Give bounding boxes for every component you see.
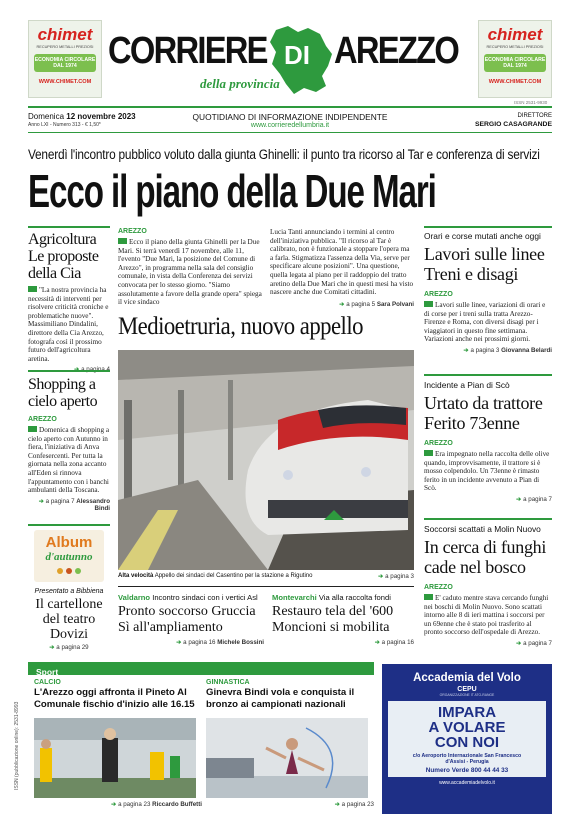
right-r1-ref: a pagina 3 — [470, 346, 500, 354]
ad-line2: A VOLARE — [428, 719, 506, 736]
center-b1[interactable]: Valdarno Incontro sindaci con i vertici Asl Pronto soccorso Gruccia Sì all'ampliamento ➔ a pagina 16 Michele Bossini — [118, 593, 264, 646]
center-ref[interactable]: ➔ a pagina 3 — [378, 573, 414, 580]
ad-left-brand: chimet — [37, 25, 93, 44]
ad-title: Accademia del Volo — [413, 672, 521, 684]
ad-right-line1: ECONOMIA CIRCOLARE — [484, 57, 546, 63]
right-r1-author: Giovanna Belardi — [501, 346, 552, 354]
sport-s2-kicker: GINNASTICA — [206, 679, 250, 686]
lead-ref-page: a pagina 5 — [346, 301, 376, 308]
left-a3[interactable]: Presentato a Bibbiena Il cartellone del teatro Dovizi ➔ a pagina 29 — [28, 588, 110, 651]
ad-right[interactable] — [478, 20, 552, 98]
ad-phone: Numero Verde 800 44 44 33 — [425, 767, 509, 774]
ad-left-line2: DAL 1974 — [53, 63, 77, 69]
lead-headline[interactable]: Ecco il piano della Due Mari — [28, 165, 436, 217]
photo-caption-text: Appello dei sindaci del Casentino per la stazione a Rigutino — [154, 573, 313, 579]
left-a2-ref: a pagina 7 — [45, 497, 75, 505]
masthead-left: CORRIERE — [108, 30, 267, 72]
date-prefix: Domenica — [28, 112, 65, 121]
right-r2-title: Urtato da trattore Ferito 73enne — [424, 393, 543, 433]
lead-col2-text: Lucia Tanti annunciando i termini al centro dell'iniziativa pubblica. "Il ricorso al Tar è calibrato, non è funzionale a stoppare l'opera ma a farla. Stigmatizza l'assenza della Via, serve per specificare alcune posizioni". Una questione, quella legata al piano per il raddoppio del tratto aretino della Due Mari che in questi mesi ha visto nascere anche due Comitati cittadini. — [270, 228, 414, 297]
right-r2-ref: a pagina 7 — [523, 495, 552, 503]
right-r1-text: Lavori sulle linee, variazioni di orari e di corse per i treni sulla tratta Arezzo-Firenze e Roma, con diversi disagi per i viaggiatori in questo fine settimana. Variazioni anche nei prossimi giorni. — [424, 301, 546, 344]
center-b1-overline: Incontro sindaci con i vertici Asl — [152, 593, 258, 602]
masthead[interactable] — [108, 24, 474, 94]
right-r3-ref: a pagina 7 — [523, 639, 552, 647]
director-name: SERGIO CASAGRANDE — [474, 121, 552, 128]
center-b2[interactable]: Montevarchi Via alla raccolta fondi Restauro tela del '600 Moncioni si mobilita ➔ a pagina 16 — [272, 593, 414, 646]
right-r3-text: E' caduto mentre stava cercando funghi nei boschi di Molin Nuovo. Sono scattati intorno alle 8 di ieri mattina i soccorsi per un 69enne che è stato poi trasferito al pronto soccorso dell'ospedale di Arezzo. — [424, 594, 549, 637]
sport-label: Sport — [36, 667, 59, 677]
center-b1-ref: a pagina 16 — [183, 639, 216, 646]
dateline-rule — [28, 132, 552, 133]
left-a2[interactable]: Shopping a cielo aperto AREZZO Domenica di shopping a cielo aperto con Autunno in fiera, l'iniziativa di Anva Confesercenti. Per tutta la giornata nella zona accanto all'Eden si rinnova l'appuntamento con i banchi ambulanti della Toscana. ➔ a pagina 7 Alessandro Bindi — [28, 376, 110, 512]
ad-right-url: WWW.CHIMET.COM — [488, 79, 542, 85]
right-r2-text: Era impegnato nella raccolta delle olive quando, improvvisamente, il trattore si è mosso colpendolo. Un 73enne è rimasto ferito in un incidente avvenuto a Pian di Scò. — [424, 450, 550, 493]
right-r3-kicker: AREZZO — [424, 584, 453, 591]
director-label: DIRETTORE — [517, 113, 552, 119]
website[interactable]: www.corrieredellumbria.it — [250, 122, 330, 129]
center-b2-overline: Via alla raccolta fondi — [318, 593, 391, 602]
date-bold: 12 novembre 2023 — [66, 112, 136, 121]
left-a3-kicker: Presentato a Bibbiena — [34, 588, 104, 595]
ad-address1: c/o Aeroporto Internazionale San Francesco — [412, 753, 522, 759]
center-b2-place: Montevarchi — [272, 593, 317, 602]
ad-url: www.accademiadelvolo.it — [439, 780, 495, 786]
sport-s1-kicker: CALCIO — [34, 679, 61, 686]
leaf-icon — [54, 566, 84, 576]
masthead-right: AREZZO — [334, 30, 459, 72]
tagline: QUOTIDIANO DI INFORMAZIONE INDIPENDENTE — [192, 112, 388, 122]
ad-left-url: WWW.CHIMET.COM — [38, 79, 92, 85]
left-a2-kicker: AREZZO — [28, 416, 57, 423]
sport-bar — [28, 662, 374, 675]
right-r2[interactable]: Incidente a Pian di Scò Urtato da trattore Ferito 73enne AREZZO Era impegnato nella raccolta delle olive quando, improvvisamente, il trattore si è mosso colpendolo. Un 73enne è rimasto ferito in un incidente avvenuto a Pian di Scò. ➔ a pagina 7 — [424, 380, 552, 503]
sport-s1-title: L'Arezzo oggi affronta il Pineto Al Comunale fischio d'inizio alle 16.15 — [34, 687, 195, 710]
center-title[interactable]: Medioetruria, nuovo appello — [118, 313, 363, 340]
ad-brand-sub: ORGANIZZAZIONE IT ATO-RANGE — [439, 693, 495, 697]
center-b1-place: Valdarno — [118, 593, 151, 602]
center-b2-ref: a pagina 16 — [381, 639, 414, 646]
left-a1-text: "La nostra provincia ha necessità di interventi per risolvere criticità croniche e problematiche nuove". Massimiliano Dindalini, direttore della Cia Arezzo, fotografa così il prossimo futuro dell'agricoltura aretina. — [28, 286, 109, 363]
right-r3-overline: Soccorsi scattati a Molin Nuovo — [424, 524, 541, 534]
lead-overline: Venerdì l'incontro pubblico voluto dalla giunta Ghinelli: il punto tra ricorso al Tar e conferenza di servizi — [28, 147, 540, 162]
center-ref-page: a pagina 3 — [385, 573, 414, 580]
gymnastics-photo — [206, 718, 368, 798]
flight-academy-ad[interactable] — [382, 664, 552, 814]
ad-left[interactable] — [28, 20, 102, 98]
issn: ISSN 2531-9930 — [514, 100, 548, 105]
album-badge-bottom: d'autunno — [45, 551, 93, 563]
ad-line3: CON NOI — [434, 734, 500, 751]
issue-info: Anno LXI - Numero 313 - € 1,50* — [28, 122, 101, 128]
lead-ref-author: Sara Polvani — [376, 301, 414, 308]
left-a1[interactable] — [28, 231, 110, 373]
ad-right-brand: chimet — [487, 25, 543, 44]
right-r1-kicker: AREZZO — [424, 291, 453, 298]
train-photo — [118, 350, 414, 570]
lead-kicker: AREZZO — [118, 228, 147, 235]
ad-address2: d'Assisi - Perugia — [445, 759, 489, 765]
ad-brand: CEPU — [457, 686, 477, 693]
right-r1-overline: Orari e corse mutati anche oggi — [424, 231, 541, 241]
left-a2-text: Domenica di shopping a cielo aperto con Autunno in fiera, l'iniziativa di Anva Confesercenti. Per tutta la giornata nella zona accanto all'Eden si rinnova l'appuntamento con i banchi ambulanti della Toscana. — [28, 426, 110, 495]
sport-s1-ref-author: Riccardo Buffetti — [152, 801, 202, 808]
right-r2-overline: Incidente a Pian di Scò — [424, 380, 510, 390]
left-a2-author: Alessandro Bindi — [76, 497, 110, 512]
lead-col2 — [270, 228, 414, 297]
header-rule — [28, 106, 552, 108]
right-r1-title: Lavori sulle linee Treni e disagi — [424, 244, 545, 284]
football-photo — [34, 718, 196, 798]
sport-s2-ref: ➔ a pagina 23 — [334, 801, 374, 808]
left-a1-title: Agricoltura Le proposte della Cia — [28, 231, 99, 282]
sport-s1[interactable] — [34, 679, 202, 711]
sport-s2[interactable] — [206, 679, 374, 711]
issn-vertical: ISSN (pubblicazione online): 2531-8993 — [14, 701, 20, 790]
sport-s2-ref-page: a pagina 23 — [341, 801, 374, 808]
left-a3-ref: a pagina 29 — [56, 644, 89, 651]
center-b2-title: Restauro tela del '600 Moncioni si mobilita — [272, 604, 394, 635]
masthead-subtitle: della provincia — [200, 76, 280, 91]
sport-s2-title: Ginevra Bindi vola e conquista il bronzo ai campionati nazionali — [206, 687, 355, 710]
center-b1-title: Pronto soccorso Gruccia Sì all'ampliamento — [118, 604, 256, 635]
album-badge-top: Album — [45, 534, 93, 551]
photo-caption-bold: Alta velocità — [118, 573, 154, 579]
right-r3-title: In cerca di funghi cade nel bosco — [424, 537, 547, 577]
left-a2-title: Shopping a cielo aperto — [28, 376, 98, 410]
masthead-di: DI — [284, 40, 310, 70]
center-b1-author: Michele Bossini — [217, 639, 264, 646]
ad-right-line2: DAL 1974 — [503, 63, 527, 69]
ad-left-tag: RECUPERO METALLI PREZIOSI — [36, 45, 94, 49]
album-badge — [34, 530, 104, 582]
lead-col1-text: Ecco il piano della giunta Ghinelli per la Due Mari. Si terrà venerdì 17 novembre, alle 11, l'evento "Due Mari, la posizione del Comune di Arezzo", in programma nella sala del consiglio comunale, in vista della Conferenza dei servizi convocata per lo stesso giorno. "Siamo assolutamente a favore della grande opera" spiega il vice sindaco — [118, 238, 262, 307]
ad-line1: IMPARA — [437, 704, 497, 721]
left-a3-title: Il cartellone del teatro Dovizi — [35, 597, 103, 642]
right-r3[interactable]: Soccorsi scattati a Molin Nuovo In cerca di funghi cade nel bosco AREZZO E' caduto mentre stava cercando funghi nei boschi di Molin Nuovo. Sono scattati intorno alle 8 di ieri mattina i soccorsi per un 69enne che è stato poi trasferito al pronto soccorso dell'ospedale di Arezzo. ➔ a pagina 7 — [424, 524, 552, 647]
ad-right-tag: RECUPERO METALLI PREZIOSI — [486, 45, 544, 49]
sport-s1-ref-page: a pagina 23 — [118, 801, 151, 808]
lead-ref[interactable]: ➔ a pagina 5 Sara Polvani — [339, 301, 414, 308]
right-r1[interactable]: Orari e corse mutati anche oggi Lavori sulle linee Treni e disagi AREZZO Lavori sulle linee, variazioni di orari e di corse per i treni sulla tratta Arezzo-Firenze e Roma, con diversi disagi per i viaggiatori in questo fine settimana. Variazioni anche nei prossimi giorni. ➔ a pagina 3 Giovanna Belardi — [424, 231, 552, 354]
sport-s1-ref: ➔ a pagina 23 Riccardo Buffetti — [111, 801, 202, 808]
right-r2-kicker: AREZZO — [424, 440, 453, 447]
lead-col1 — [118, 238, 262, 307]
edition-date — [28, 112, 136, 121]
ad-left-line1: ECONOMIA CIRCOLARE — [34, 57, 96, 63]
